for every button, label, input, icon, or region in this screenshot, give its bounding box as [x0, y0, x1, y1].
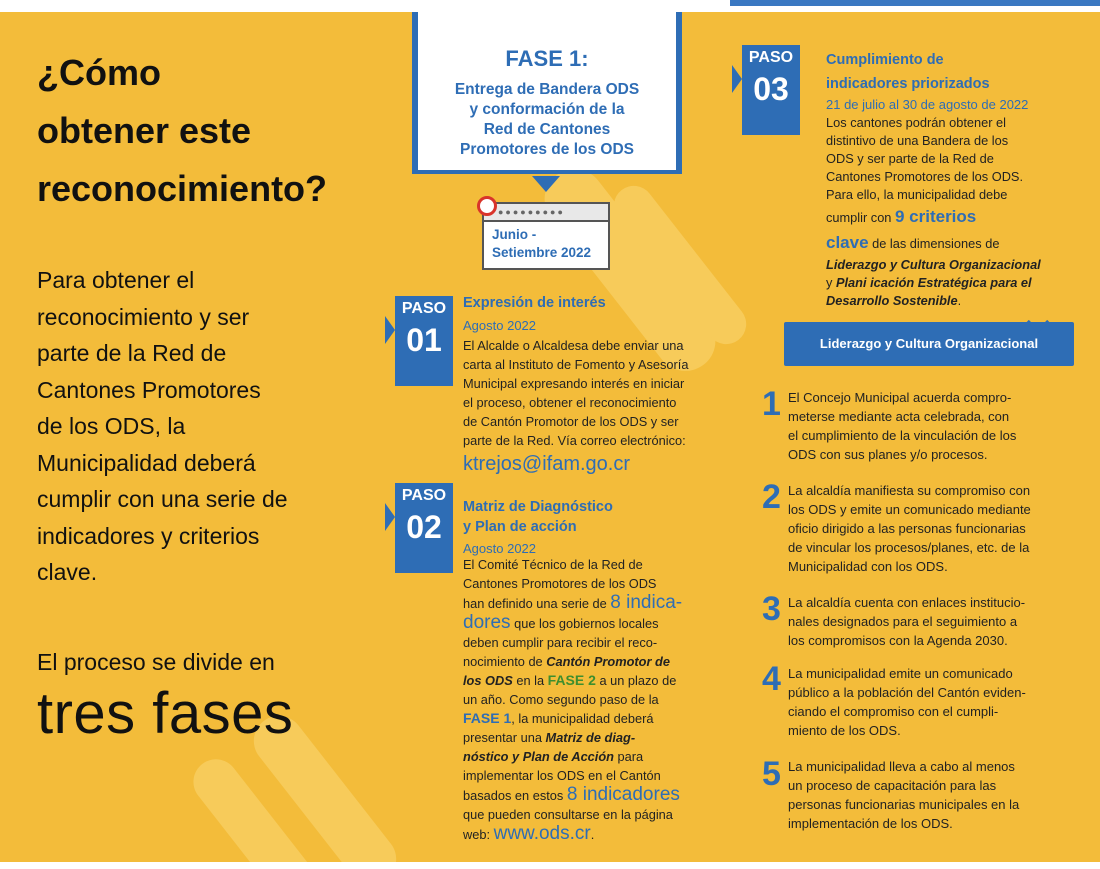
paso-03-badge — [742, 45, 800, 135]
criterion-line: nales designados para el seguimiento a — [788, 614, 1018, 629]
criterion-line: de vincular los procesos/planes, etc. de la — [788, 540, 1030, 555]
criterion-line: ODS con sus planes y/o procesos. — [788, 447, 988, 462]
criterion-line: implementación de los ODS. — [788, 816, 953, 831]
three-phases-text: tres fases — [37, 681, 294, 746]
fase-2-label: FASE 2 — [547, 672, 596, 688]
criterion-line: La alcaldía manifiesta su compromiso con — [788, 483, 1031, 498]
criterion-number: 3 — [762, 590, 781, 628]
criterion-number: 2 — [762, 478, 781, 516]
intro-line: cumplir con una serie de — [37, 486, 288, 512]
criterion-line: El Concejo Municipal acuerda compro- — [788, 390, 1012, 405]
calendar-line: Setiembre 2022 — [492, 245, 592, 260]
body-line: Para ello, la municipalidad debe — [826, 187, 1008, 202]
step-02-date: Agosto 2022 — [463, 541, 537, 556]
chevron-right-icon — [385, 316, 395, 344]
criterion-1-text — [788, 388, 1050, 464]
chevron-right-icon — [732, 65, 742, 93]
intro-line: indicadores y criterios — [37, 522, 260, 549]
intro-line: Municipalidad deberá — [37, 449, 256, 476]
text-run: nocimiento de — [463, 654, 547, 669]
criterion-line: los compromisos con la Agenda 2030. — [788, 633, 1008, 648]
highlight-text: dores — [463, 612, 511, 633]
paso-01-badge — [395, 296, 453, 386]
intro-line: Para obtener el — [37, 267, 195, 293]
phase-subtitle — [418, 80, 676, 160]
criterion-2-text — [788, 481, 1050, 576]
body-line: el proceso, obtener el reconocimiento — [463, 395, 677, 410]
paso-02-badge — [395, 483, 453, 573]
calendar-rings: ●●●●●●●●● — [484, 204, 608, 222]
criterion-line: personas funcionarias municipales en la — [788, 797, 1020, 812]
paso-number: 03 — [753, 71, 789, 107]
body-line — [463, 671, 695, 690]
body-line: de Cantón Promotor de los ODS y ser — [463, 414, 679, 429]
body-line: Liderazgo y Cultura Organizacional — [826, 257, 1041, 272]
body-line — [463, 824, 695, 844]
body-line: que pueden consultarse en la página — [463, 807, 673, 822]
text-run: cumplir con — [826, 210, 895, 225]
fase-1-label: FASE 1 — [463, 710, 512, 726]
text-run: para — [614, 749, 644, 764]
body-line — [463, 785, 695, 805]
criterion-line: La alcaldía cuenta con enlaces institucio- — [788, 595, 1026, 610]
body-line: carta al Instituto de Fomento y Asesoría — [463, 357, 689, 372]
text-run: basados en estos — [463, 788, 567, 803]
step-02-body — [463, 555, 695, 844]
body-line — [463, 747, 695, 766]
calendar-icon — [482, 202, 610, 270]
chevron-right-icon — [385, 503, 395, 531]
paso-label: PASO — [401, 300, 447, 317]
body-line — [826, 204, 1050, 230]
title-line: y Plan de acción — [463, 519, 577, 535]
title-line: Matriz de Diagnóstico — [463, 499, 613, 515]
paso-number: 02 — [406, 509, 442, 545]
criterion-line: público a la población del Cantón eviden- — [788, 685, 1026, 700]
body-line: Cantones Promotores de los ODS — [463, 576, 657, 591]
criterion-line: meterse mediante acta celebrada, con — [788, 409, 1010, 424]
text-run: a un plazo de — [595, 673, 677, 688]
text-run: que los gobiernos locales — [510, 616, 659, 631]
phase-subtitle-line: Red de Cantones — [483, 121, 611, 138]
text-run: y — [826, 275, 836, 290]
paso-label: PASO — [748, 49, 794, 66]
step-03-body — [826, 114, 1050, 310]
title-line: indicadores priorizados — [826, 76, 990, 92]
phase-subtitle-line: Promotores de los ODS — [460, 141, 634, 158]
criterion-line: oficio dirigido a las personas funcionarias — [788, 521, 1026, 536]
main-title — [37, 44, 367, 218]
criterion-5-text — [788, 757, 1050, 833]
body-line — [463, 613, 695, 633]
phase-subtitle-line: y conformación de la — [469, 101, 625, 118]
criterion-line: miento de los ODS. — [788, 723, 901, 738]
title-line: ¿Cómo — [37, 52, 161, 93]
body-line — [463, 728, 695, 747]
emphasis-text: Cantón Promotor de — [546, 654, 670, 669]
step-01-body — [463, 336, 695, 450]
step-01-title: Expresión de interés — [463, 295, 606, 311]
body-line: distintivo de una Bandera de los — [826, 133, 1009, 148]
body-line — [463, 652, 695, 671]
body-line — [826, 274, 1050, 292]
body-line: ODS y ser parte de la Red de — [826, 151, 994, 166]
body-line: un año. Como segundo paso de la — [463, 692, 659, 707]
intro-line: Cantones Promotores — [37, 376, 261, 403]
process-text: El proceso se divide en — [37, 649, 275, 675]
step-02-title — [463, 497, 613, 537]
calendar-dates — [484, 222, 608, 262]
text-run: . — [590, 827, 595, 842]
body-line: Los cantones podrán obtener el — [826, 115, 1006, 130]
criterion-line: un proceso de capacitación para las — [788, 778, 997, 793]
leadership-banner: Liderazgo y Cultura Organizacional — [784, 322, 1074, 366]
body-line: Municipal expresando interés en iniciar — [463, 376, 685, 391]
title-line: obtener este — [37, 110, 252, 151]
criterion-line: Municipalidad con los ODS. — [788, 559, 948, 574]
down-arrow-icon — [532, 176, 560, 192]
criterion-line: La municipalidad emite un comunicado — [788, 666, 1013, 681]
step-03-title — [826, 48, 990, 96]
body-line: parte de la Red. Vía correo electrónico: — [463, 433, 686, 448]
criterion-4-text — [788, 664, 1050, 740]
phase-header-box — [412, 12, 682, 170]
body-line: deben cumplir para recibir el reco- — [463, 635, 658, 650]
text-run: . — [957, 293, 962, 308]
phase-title: FASE 1: — [505, 46, 589, 71]
emphasis-text: Matriz de diag- — [545, 730, 636, 745]
body-line — [463, 593, 695, 613]
step-03-date: 21 de julio al 30 de agosto de 2022 — [826, 97, 1029, 112]
highlight-text: 8 indicadores — [566, 784, 680, 805]
step-01-date: Agosto 2022 — [463, 318, 537, 333]
text-run: presentar una — [463, 730, 546, 745]
body-line — [463, 709, 695, 728]
title-line: Cumplimiento de — [826, 52, 944, 68]
criterion-line: ciando el compromiso con el cumpli- — [788, 704, 999, 719]
website-link[interactable]: www.ods.cr — [493, 823, 591, 844]
bottom-border — [0, 862, 1100, 869]
text-run: en la — [512, 673, 548, 688]
criterion-number: 1 — [762, 385, 781, 423]
paso-label: PASO — [401, 487, 447, 504]
highlight-text: clave — [826, 233, 869, 252]
body-line — [826, 292, 1050, 310]
criterion-line: los ODS y emite un comunicado mediante — [788, 502, 1031, 517]
intro-line: de los ODS, la — [37, 413, 186, 439]
body-line: El Comité Técnico de la Red de — [463, 557, 643, 572]
intro-line: parte de la Red de — [37, 340, 227, 366]
intro-paragraph — [37, 262, 337, 591]
calendar-line: Junio - — [492, 227, 537, 242]
criterion-3-text — [788, 593, 1050, 650]
text-run: , la municipalidad deberá — [511, 711, 654, 726]
body-line — [826, 230, 1050, 256]
body-line: Cantones Promotores de los ODS. — [826, 169, 1024, 184]
emphasis-text: nóstico y Plan de Acción — [463, 749, 614, 764]
highlight-text: 9 criterios — [894, 207, 977, 226]
phase-subtitle-line: Entrega de Bandera ODS — [454, 81, 640, 98]
emphasis-text: Plani icación Estratégica para el — [835, 275, 1032, 290]
criterion-number: 5 — [762, 755, 781, 793]
paso-number: 01 — [406, 322, 442, 358]
text-run: han definido una serie de — [463, 596, 611, 611]
top-blue-bar — [730, 0, 1100, 6]
body-line: implementar los ODS en el Cantón — [463, 768, 661, 783]
text-run: web: — [463, 827, 494, 842]
criterion-line: el cumplimiento de la vinculación de los — [788, 428, 1017, 443]
contact-email[interactable]: ktrejos@ifam.go.cr — [463, 453, 631, 475]
clock-icon — [477, 196, 497, 216]
title-line: reconocimiento? — [37, 168, 328, 209]
criterion-line: La municipalidad lleva a cabo al menos — [788, 759, 1015, 774]
intro-line: clave. — [37, 559, 98, 585]
emphasis-text: Desarrollo Sostenible — [826, 293, 958, 308]
highlight-text: 8 indica- — [610, 592, 683, 613]
intro-line: reconocimiento y ser — [37, 303, 250, 330]
body-line: El Alcalde o Alcaldesa debe enviar una — [463, 338, 684, 353]
emphasis-text: los ODS — [463, 673, 513, 688]
criterion-number: 4 — [762, 660, 781, 698]
text-run: de las dimensiones de — [868, 236, 1000, 251]
